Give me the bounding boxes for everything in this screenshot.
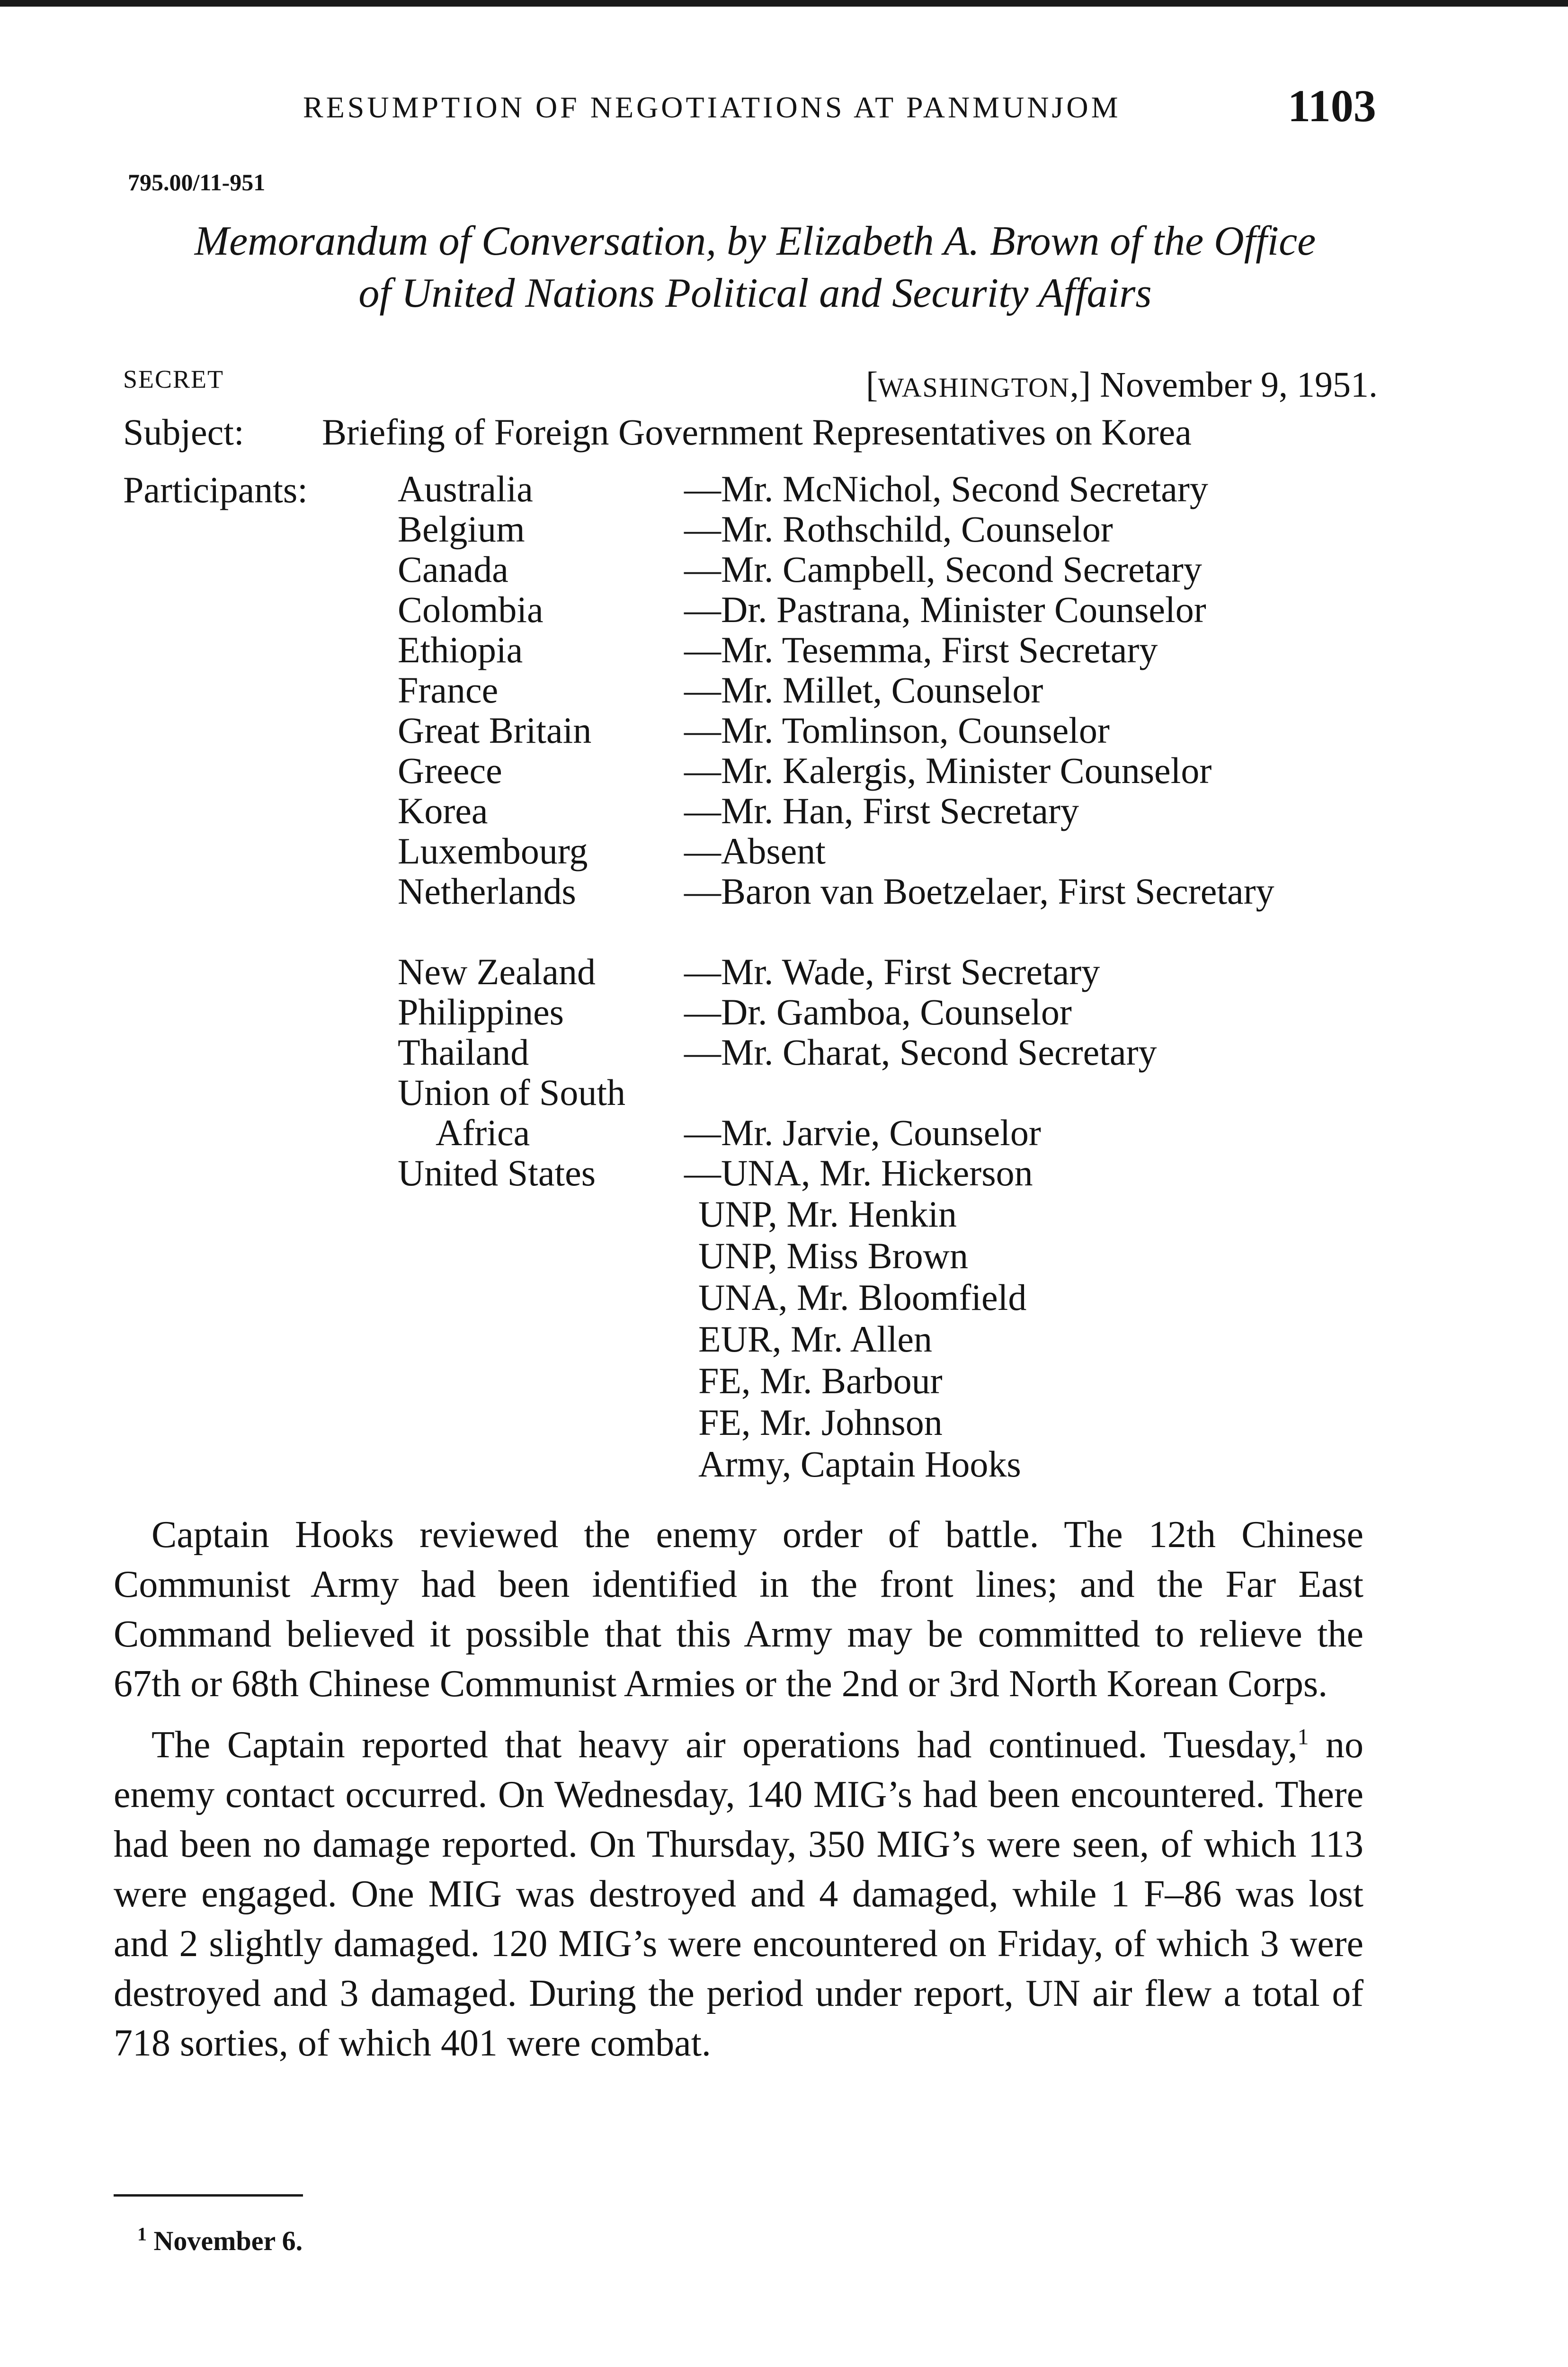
file-number: 795.00/11-951 (128, 169, 266, 196)
participant-country: Canada (398, 549, 508, 590)
participant-representative: —Absent (684, 830, 826, 872)
running-head: RESUMPTION OF NEGOTIATIONS AT PANMUNJOM (303, 90, 1121, 124)
participant-representative: —Mr. Campbell, Second Secretary (684, 549, 1202, 590)
participant-country: Ethiopia (398, 629, 523, 670)
body-text (114, 1510, 1363, 2068)
memo-title (123, 215, 1387, 320)
participant-country: Luxembourg (398, 830, 588, 872)
participant-row (398, 1072, 1392, 1153)
participant-representative: —Dr. Pastrana, Minister Counselor (684, 589, 1206, 630)
participant-country: Thailand (398, 1032, 529, 1073)
participant-country: Great Britain (398, 710, 592, 751)
footnote-text: November 6. (147, 2225, 303, 2256)
participant-country: United States (398, 1152, 596, 1193)
paragraph-text: no enemy contact occurred. On Wednesday, 140 MIG’s had been encountered. There had been no damage reported. On Thursday, 350 MIG’s were seen, of which 113 were engaged. One MIG was destroyed and 4 damaged, while 1 F–86 was lost and 2 slightly damaged. 120 MIG’s were encountered on Friday, of which 3 were destroyed and 3 damaged. During the period under report, UN air flew a total of 718 sorties, of which 401 were combat. (114, 1724, 1364, 2064)
footnote-reference[interactable]: 1 (1297, 1724, 1309, 1750)
participant-representative: —Mr. Charat, Second Secretary (684, 1032, 1157, 1073)
participant-representative: —Mr. McNichol, Second Secretary (684, 468, 1208, 509)
participants-label: Participants: (123, 469, 308, 510)
participants-list (398, 469, 1392, 1485)
participant-row (398, 831, 1392, 871)
participant-country: New Zealand (398, 951, 596, 992)
participant-row (398, 750, 1392, 791)
participant-representative: —Mr. Wade, First Secretary (684, 951, 1100, 992)
participant-representative: —Mr. Millet, Counselor (684, 669, 1043, 711)
us-delegation-member: Army, Captain Hooks (698, 1443, 1021, 1485)
participant-representative: —Mr. Han, First Secretary (684, 790, 1079, 831)
paragraph-air-operations (114, 1720, 1363, 2068)
participant-row (398, 630, 1392, 670)
dateline-date: November 9, 1951. (1100, 365, 1378, 405)
dateline-open: [ (866, 365, 878, 405)
participant-country: Australia (398, 468, 533, 509)
participant-country: Korea (398, 790, 488, 831)
participant-representative: —Mr. Tesemma, First Secretary (684, 629, 1158, 670)
subject-line (123, 411, 1192, 454)
us-delegation-member: FE, Mr. Barbour (698, 1360, 943, 1401)
participant-row (398, 871, 1392, 952)
paragraph-order-of-battle: Captain Hooks reviewed the enemy order of battle. The 12th Chinese Communist Army had been identified in the front lines; and the Far East Command believed it possible that this Army may be committed to relieve the 67th or 68th Chinese Communist Armies or the 2nd or 3rd North Korean Corps. (114, 1514, 1363, 1705)
us-delegation-member: UNP, Miss Brown (698, 1235, 968, 1276)
us-delegation-member: UNP, Mr. Henkin (698, 1193, 957, 1235)
us-delegation-list (398, 1193, 1392, 1485)
paragraph-text: The Captain reported that heavy air operations had continued. Tuesday, (151, 1724, 1298, 1766)
subject-text: Briefing of Foreign Government Representatives on Korea (322, 411, 1192, 453)
participant-representative: —Mr. Kalergis, Minister Counselor (684, 750, 1212, 791)
participant-country: Netherlands (398, 871, 576, 912)
participant-row (398, 791, 1392, 831)
participant-representative: —UNA, Mr. Hickerson (684, 1152, 1033, 1193)
participant-row (398, 589, 1392, 630)
participant-country-continued: Africa (436, 1112, 530, 1153)
classification-marking: SECRET (123, 365, 224, 393)
participant-row (398, 710, 1392, 750)
subject-label: Subject: (123, 411, 244, 453)
footnote-divider (114, 2194, 303, 2197)
participant-representative: —Baron van Boetzelaer, First Secretary (684, 871, 1274, 912)
participant-country: Belgium (398, 508, 525, 550)
participant-representative: —Dr. Gamboa, Counselor (684, 991, 1072, 1032)
participant-row (398, 952, 1392, 992)
page-number: 1103 (1288, 80, 1376, 131)
dateline (866, 365, 1378, 406)
participant-row (398, 549, 1392, 589)
participant-country: Philippines (398, 991, 564, 1032)
participant-representative: —Mr. Jarvie, Counselor (684, 1112, 1041, 1153)
dateline-place: WASHINGTON (878, 372, 1070, 403)
participant-row (398, 670, 1392, 710)
memo-title-line-2: of United Nations Political and Security Affairs (358, 270, 1152, 316)
participant-country: Colombia (398, 589, 543, 630)
page-top-border (0, 0, 1568, 7)
footnote-marker: 1 (137, 2223, 147, 2245)
dateline-close: ,] (1069, 365, 1091, 405)
participant-representative: —Mr. Rothschild, Counselor (684, 508, 1113, 550)
memo-title-line-1: Memorandum of Conversation, by Elizabeth A. Brown of the Office (194, 218, 1316, 264)
participant-representative: —Mr. Tomlinson, Counselor (684, 710, 1110, 751)
participant-country: Greece (398, 750, 502, 791)
us-delegation-member: UNA, Mr. Bloomfield (698, 1277, 1027, 1318)
us-delegation-member: FE, Mr. Johnson (698, 1402, 943, 1443)
participant-row (398, 1032, 1392, 1072)
participant-row (398, 469, 1392, 509)
participant-country: France (398, 669, 499, 711)
participant-row (398, 1153, 1392, 1193)
us-delegation-member: EUR, Mr. Allen (698, 1318, 933, 1360)
footnote (137, 2225, 303, 2257)
participant-country: Union of South (398, 1072, 626, 1113)
participant-row (398, 992, 1392, 1032)
participant-row (398, 509, 1392, 549)
